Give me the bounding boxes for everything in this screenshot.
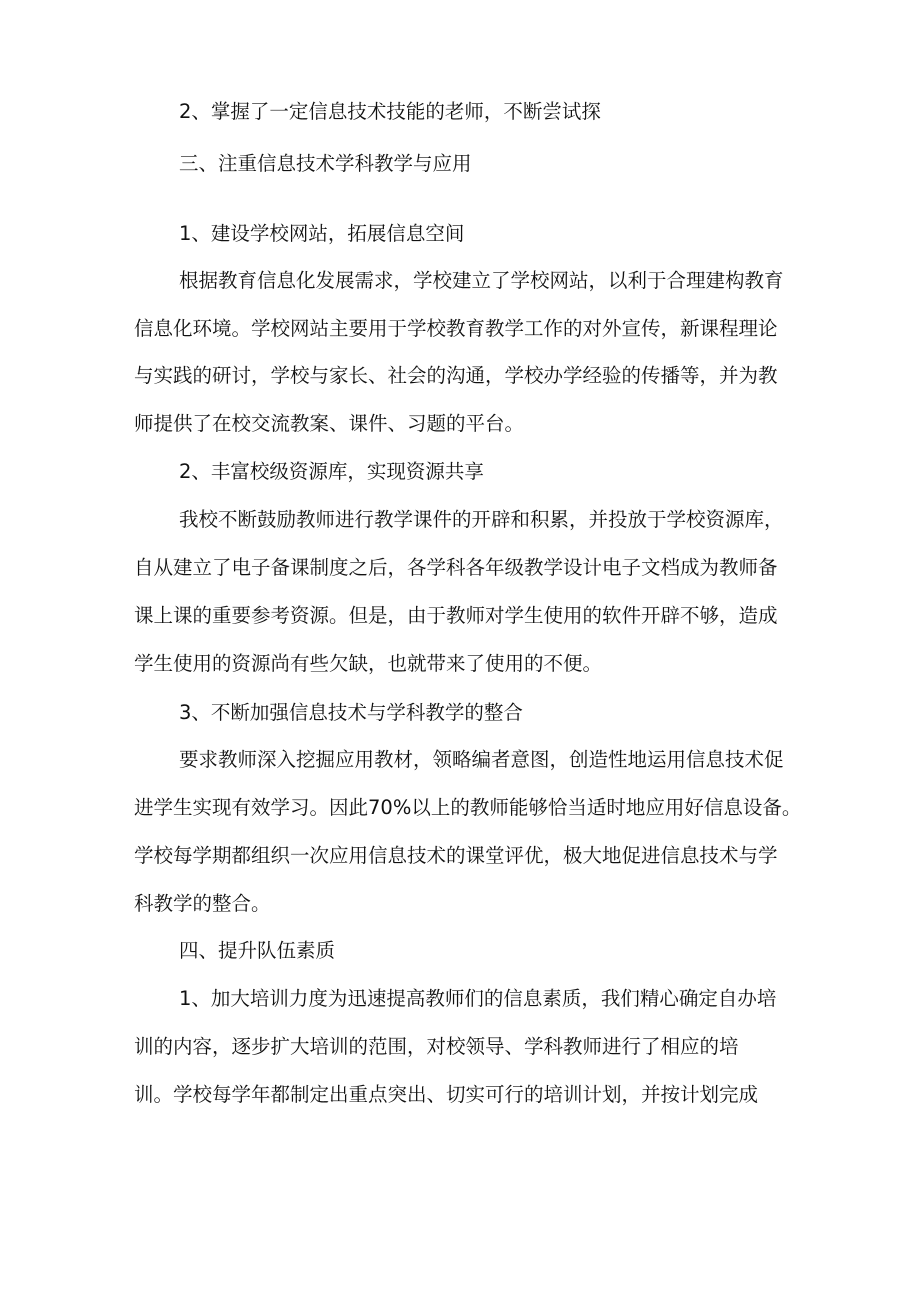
paragraph-line: 学生使用的资源尚有些欠缺，也就带来了使用的不便。 (134, 652, 603, 675)
section-heading: 三、注重信息技术学科教学与应用 (179, 152, 472, 175)
subsection-heading: 2、丰富校级资源库，实现资源共享 (179, 460, 484, 483)
section-heading: 四、提升队伍素质 (179, 939, 336, 962)
paragraph-line: 师提供了在校交流教案、课件、习题的平台。 (134, 412, 525, 435)
paragraph-line: 信息化环境。学校网站主要用于学校教育教学工作的对外宣传，新课程理论 (134, 317, 778, 340)
paragraph-line: 科教学的整合。 (134, 892, 271, 915)
paragraph-line: 我校不断鼓励教师进行教学课件的开辟和积累，并投放于学校资源库， (179, 508, 784, 531)
paragraph-line: 训。学校每学年都制定出重点突出、切实可行的培训计划，并按计划完成 (134, 1083, 759, 1106)
list-item-heading: 2、掌握了一定信息技术技能的老师，不断尝试探 (179, 100, 601, 123)
subsection-heading: 3、不断加强信息技术与学科教学的整合 (179, 701, 523, 724)
paragraph-line: 自从建立了电子备课制度之后，各学科各年级教学设计电子文档成为教师备 (134, 556, 778, 579)
paragraph-line: 进学生实现有效学习。因此70%以上的教师能够恰当适时地应用好信息设备。 (134, 796, 802, 819)
paragraph-line: 与实践的研讨，学校与家长、社会的沟通，学校办学经验的传播等，并为教 (134, 364, 778, 387)
paragraph-line: 训的内容，逐步扩大培训的范围，对校领导、学科教师进行了相应的培 (134, 1035, 739, 1058)
subsection-heading: 1、建设学校网站，拓展信息空间 (179, 222, 465, 245)
paragraph-line: 学校每学期都组织一次应用信息技术的课堂评优，极大地促进信息技术与学 (134, 844, 778, 867)
paragraph-line: 1、加大培训力度为迅速提高教师们的信息素质，我们精心确定自办培 (179, 987, 777, 1010)
paragraph-line: 要求教师深入挖掘应用教材，领略编者意图，创造性地运用信息技术促 (179, 748, 784, 771)
paragraph-line: 根据教育信息化发展需求，学校建立了学校网站，以利于合理建构教育 (179, 269, 784, 292)
paragraph-line: 课上课的重要参考资源。但是，由于教师对学生使用的软件开辟不够，造成 (134, 604, 778, 627)
